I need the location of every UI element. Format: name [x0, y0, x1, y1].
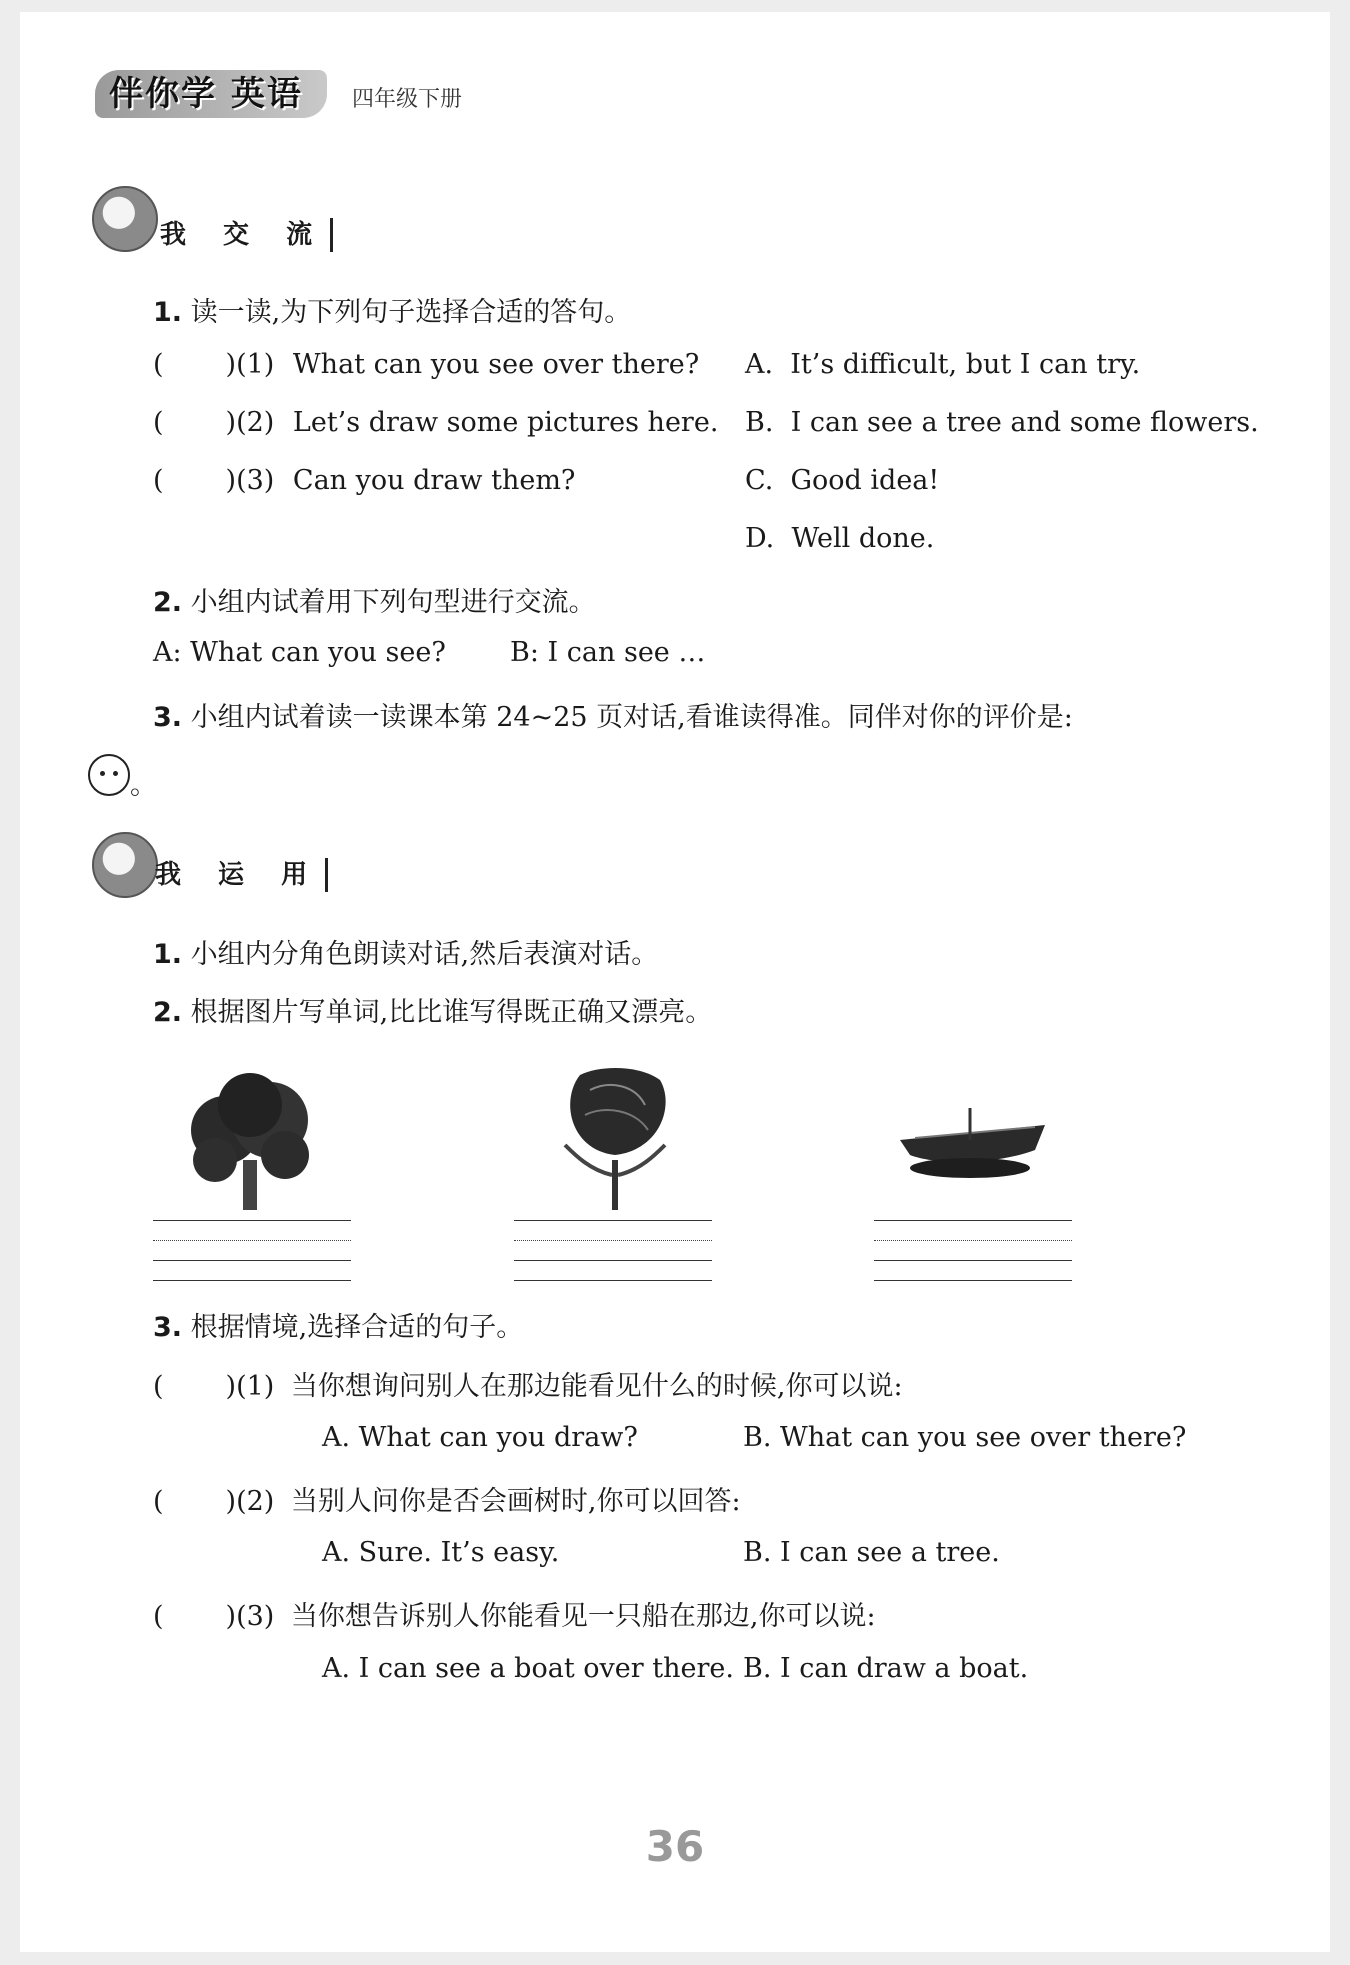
dialogue-b: B: I can see … — [510, 637, 706, 668]
choice-b: B. What can you see over there? — [743, 1422, 1187, 1453]
book-brand — [95, 70, 327, 118]
question-sentence: What can you see over there? — [292, 349, 700, 380]
option-c: C. Good idea! — [745, 465, 940, 496]
answer-row: ( )(3) Can you draw them? — [153, 465, 576, 496]
option-b: B. I can see a tree and some flowers. — [745, 407, 1259, 438]
writing-lines[interactable] — [153, 1220, 351, 1281]
option-a: A. It’s difficult, but I can try. — [745, 349, 1141, 380]
question-sentence: Can you draw them? — [292, 465, 576, 496]
question-2: 2. 根据图片写单词,比比谁写得既正确又漂亮。 — [153, 997, 713, 1028]
choice-a: A. What can you draw? — [322, 1422, 638, 1453]
choice-a: A. Sure. It’s easy. — [322, 1537, 560, 1568]
dialogue-a: A: What can you see? — [153, 637, 446, 668]
section-title-apply: 我 运 用 — [155, 858, 328, 892]
rose-picture — [540, 1060, 690, 1210]
smiley-face-icon — [88, 754, 130, 796]
question-3-instruction: 小组内试着读一读课本第 24~25 页对话,看谁读得准。同伴对你的评价是: — [190, 702, 1073, 733]
grade-label: 四年级下册 — [352, 87, 463, 112]
mascot-icon — [92, 832, 158, 898]
book-title: 伴你学 英语 — [109, 74, 303, 114]
page-number: 36 — [645, 1822, 705, 1871]
question-1-instruction: 读一读,为下列句子选择合适的答句。 — [190, 297, 632, 328]
question-3: 3. 小组内试着读一读课本第 24~25 页对话,看谁读得准。同伴对你的评价是: — [153, 702, 1073, 733]
answer-row: ( )(1) What can you see over there? — [153, 349, 700, 380]
mascot-icon — [92, 186, 158, 252]
situation-row: ( )(3) 当你想告诉别人你能看见一只船在那边,你可以说: — [153, 1601, 876, 1632]
question-1: 1. 小组内分角色朗读对话,然后表演对话。 — [153, 939, 659, 970]
choice-b: B. I can draw a boat. — [743, 1653, 1029, 1684]
question-2: 2. 小组内试着用下列句型进行交流。 — [153, 587, 596, 618]
situation-row: ( )(1) 当你想询问别人在那边能看见什么的时候,你可以说: — [153, 1371, 903, 1402]
writing-lines[interactable] — [514, 1220, 712, 1281]
choice-a: A. I can see a boat over there. — [322, 1653, 734, 1684]
question-sentence: Let’s draw some pictures here. — [292, 407, 719, 438]
choice-b: B. I can see a tree. — [743, 1537, 1000, 1568]
writing-lines[interactable] — [874, 1220, 1072, 1281]
situation-row: ( )(2) 当别人问你是否会画树时,你可以回答: — [153, 1486, 741, 1517]
boat-picture — [895, 1100, 1055, 1190]
question-1: 1. 读一读,为下列句子选择合适的答句。 — [153, 297, 632, 328]
tree-picture — [180, 1070, 320, 1210]
question-2-instruction: 小组内试着用下列句型进行交流。 — [190, 587, 596, 618]
question-3: 3. 根据情境,选择合适的句子。 — [153, 1312, 524, 1343]
section-title-communicate: 我 交 流 — [160, 218, 333, 252]
option-d: D. Well done. — [745, 523, 935, 554]
sentence-end: 。 — [130, 770, 157, 801]
answer-row: ( )(2) Let’s draw some pictures here. — [153, 407, 719, 438]
